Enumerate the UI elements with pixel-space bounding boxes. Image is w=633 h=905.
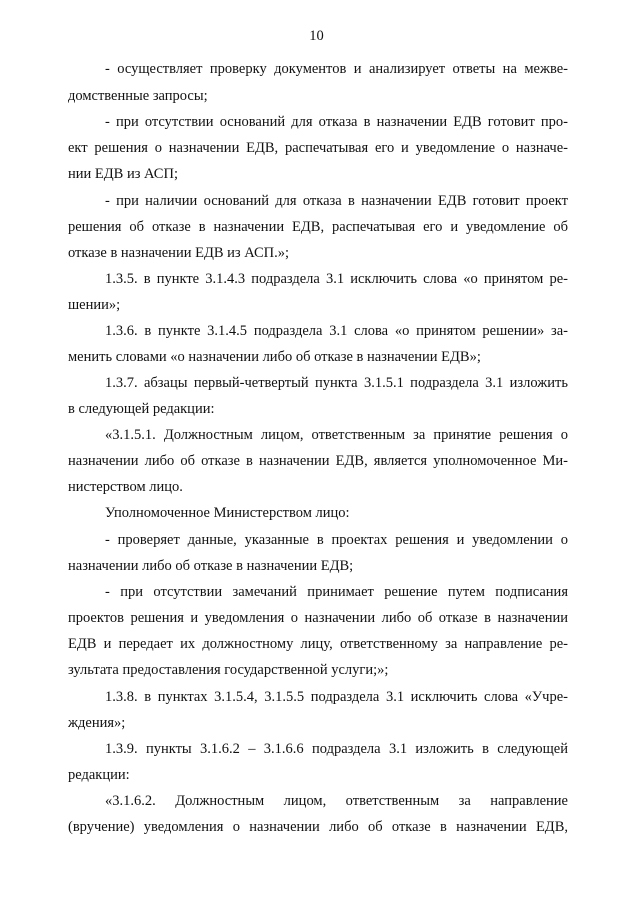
text-line: 1.3.7. абзацы первый-четвертый пункта 3.1.5.1 подраздела 3.1 изложить <box>105 375 568 391</box>
text-line: «3.1.5.1. Должностным лицом, ответственным за принятие решения о <box>105 427 568 443</box>
text-line: назначении либо об отказе в назначении ЕДВ, является уполномоченное Ми- <box>68 453 568 469</box>
text-line: - осуществляет проверку документов и анализирует ответы на межве- <box>105 61 568 77</box>
text-line: ЕДВ и передает их должностному лицу, ответственному за направление ре- <box>68 636 568 652</box>
text-line: в следующей редакции: <box>68 401 215 417</box>
text-line: шении»; <box>68 297 121 313</box>
text-line: «3.1.6.2. Должностным лицом, ответственным за направление <box>105 793 568 809</box>
text-line: проектов решения и уведомления о назначении либо об отказе в назначении <box>68 610 568 626</box>
text-line: нистерством лицо. <box>68 479 183 495</box>
text-line: 1.3.6. в пункте 3.1.4.5 подраздела 3.1 слова «о принятом решении» за- <box>105 323 568 339</box>
text-line: Уполномоченное Министерством лицо: <box>105 505 350 521</box>
text-line: назначении либо об отказе в назначении ЕДВ; <box>68 558 354 574</box>
text-line: менить словами «о назначении либо об отказе в назначении ЕДВ»; <box>68 349 481 365</box>
text-line: решения об отказе в назначении ЕДВ, распечатывая его и уведомление об <box>68 219 568 235</box>
text-line: - при отсутствии оснований для отказа в назначении ЕДВ готовит про- <box>105 114 568 130</box>
text-line: отказе в назначении ЕДВ из АСП.»; <box>68 245 290 261</box>
text-line: редакции: <box>68 767 130 783</box>
text-line: 1.3.9. пункты 3.1.6.2 – 3.1.6.6 подраздела 3.1 изложить в следующей <box>105 741 568 757</box>
text-line: ект решения о назначении ЕДВ, распечатывая его и уведомление о назначе- <box>68 140 568 156</box>
text-line: 1.3.5. в пункте 3.1.4.3 подраздела 3.1 исключить слова «о принятом ре- <box>105 271 568 287</box>
text-line: - проверяет данные, указанные в проектах решения и уведомлении о <box>105 532 568 548</box>
text-line: нии ЕДВ из АСП; <box>68 166 178 182</box>
text-line: ждения»; <box>68 715 126 731</box>
text-line: 1.3.8. в пунктах 3.1.5.4, 3.1.5.5 подраздела 3.1 исключить слова «Учре- <box>105 689 568 705</box>
text-line: зультата предоставления государственной услуги;»; <box>68 662 389 678</box>
page-number: 10 <box>309 28 324 44</box>
text-line: - при наличии оснований для отказа в назначении ЕДВ готовит проект <box>105 193 568 209</box>
text-line: домственные запросы; <box>68 88 208 104</box>
text-line: (вручение) уведомления о назначении либо об отказе в назначении ЕДВ, <box>68 819 568 835</box>
text-line: - при отсутствии замечаний принимает решение путем подписания <box>105 584 568 600</box>
